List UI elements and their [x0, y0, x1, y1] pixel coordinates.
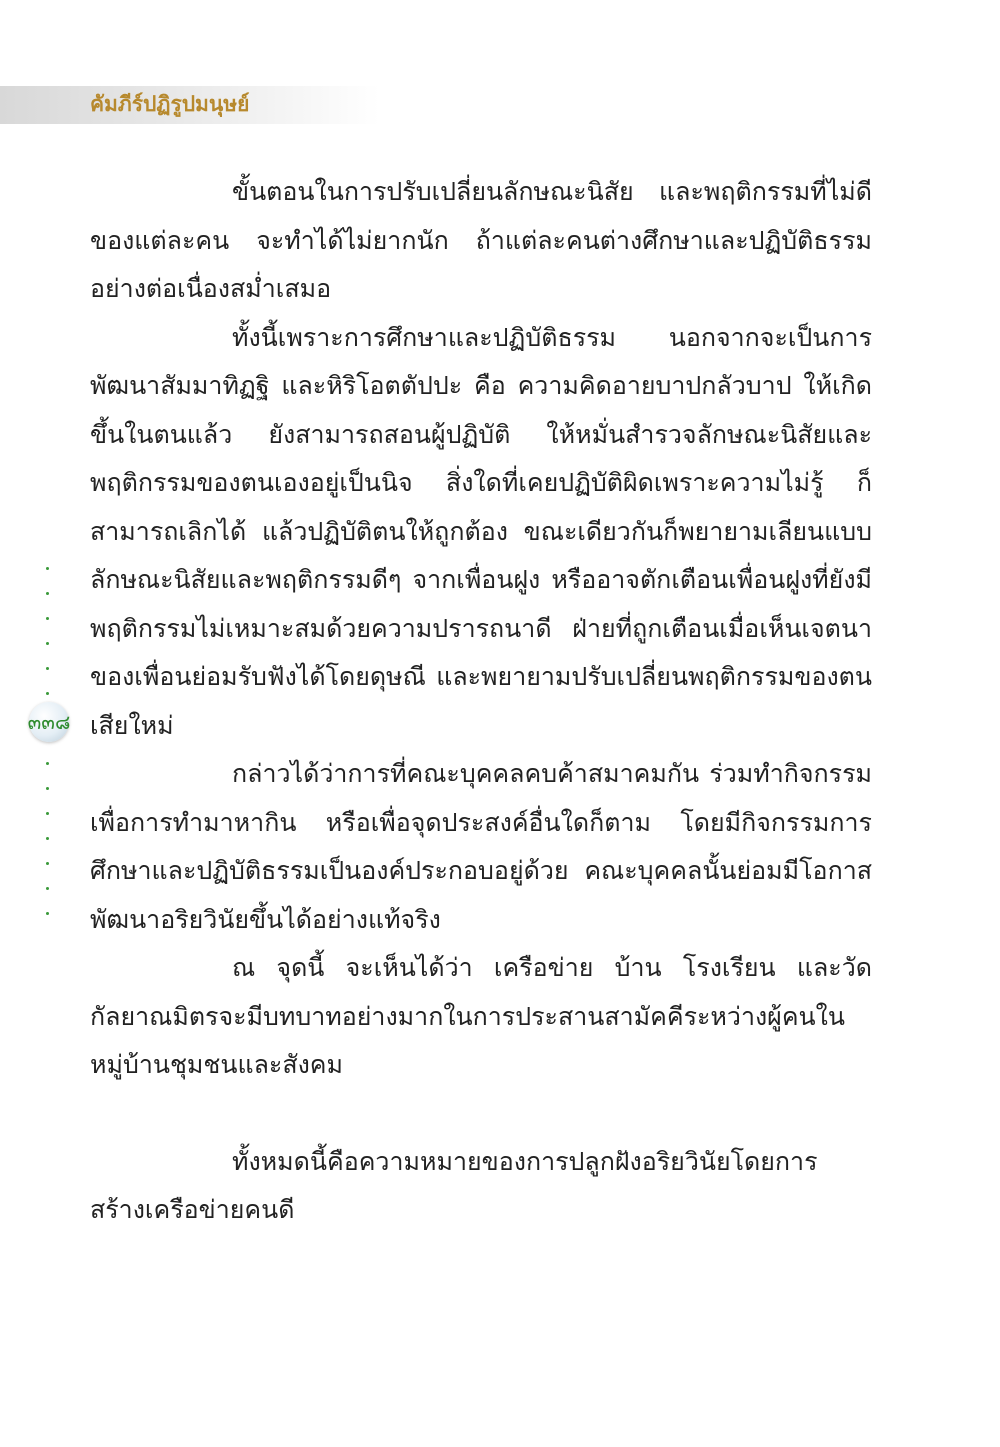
dot — [46, 762, 49, 765]
dot — [46, 667, 49, 670]
body-text — [90, 168, 872, 1235]
dot — [46, 617, 49, 620]
paragraph: ณ จุดนี้ จะเห็นได้ว่า เครือข่าย บ้าน โรงเรียน และวัด กัลยาณมิตรจะมีบทบาทอย่างมากในการประสานสามัคคีระหว่างผู้คนในหมู่บ้านชุมชนและสังคม — [90, 953, 872, 1079]
paragraph-closing: ทั้งหมดนี้คือความหมายของการปลูกฝังอริยวินัยโดยการสร้างเครือข่ายคนดี — [90, 1146, 818, 1224]
paragraph: ทั้งนี้เพราะการศึกษาและปฏิบัติธรรม นอกจากจะเป็นการพัฒนาสัมมาทิฏฐิ และหิริโอตตัปปะ คือ ความคิดอายบาปกลัวบาป ให้เกิดขึ้นในตนแล้ว ยังสามารถสอนผู้ปฏิบัติ ให้หมั่นสำรวจลักษณะนิสัยและพฤติกรรมของตนเองอยู่เป็นนิจ สิ่งใดที่เคยปฏิบัติผิดเพราะความไม่รู้ ก็สามารถเลิกได้ แล้วปฏิบัติตนให้ถูกต้อง ขณะเดียวกันก็พยายามเลียนแบบลักษณะนิสัยและพฤติกรรมดีๆ จากเพื่อนฝูง หรืออาจตักเตือนเพื่อนฝูงที่ยังมีพฤติกรรมไม่เหมาะสมด้วยความปรารถนาดี ฝ่ายที่ถูกเตือนเมื่อเห็นเจตนาของเพื่อนย่อมรับฟังได้โดยดุษณี และพยายามปรับเปลี่ยนพฤติกรรมของตนเสียใหม่ — [90, 322, 872, 740]
page-number: ๓๓๘ — [27, 710, 71, 734]
dot — [46, 837, 49, 840]
decorative-dots-lower — [46, 762, 52, 937]
dot — [46, 787, 49, 790]
running-header-title: คัมภีร์ปฏิรูปมนุษย์ — [90, 92, 250, 116]
dot — [46, 812, 49, 815]
dot — [46, 692, 49, 695]
dot — [46, 862, 49, 865]
dot — [46, 592, 49, 595]
paragraph: ขั้นตอนในการปรับเปลี่ยนลักษณะนิสัย และพฤติกรรมที่ไม่ดีของแต่ละคน จะทำได้ไม่ยากนัก ถ้าแต่ละคนต่างศึกษาและปฏิบัติธรรมอย่างต่อเนื่องสม่ำเสมอ — [90, 177, 872, 303]
dot — [46, 567, 49, 570]
dot — [46, 912, 49, 915]
dot — [46, 887, 49, 890]
decorative-dots-upper — [46, 567, 52, 717]
dot — [46, 642, 49, 645]
paragraph: กล่าวได้ว่าการที่คณะบุคคลคบค้าสมาคมกัน ร่วมทำกิจกรรมเพื่อการทำมาหากิน หรือเพื่อจุดประสงค์อื่นใดก็ตาม โดยมีกิจกรรมการศึกษาและปฏิบัติธรรมเป็นองค์ประกอบอยู่ด้วย คณะบุคคลนั้นย่อมมีโอกาสพัฒนาอริยวินัยขึ้นได้อย่างแท้จริง — [90, 759, 872, 934]
page-number-badge — [18, 700, 80, 748]
